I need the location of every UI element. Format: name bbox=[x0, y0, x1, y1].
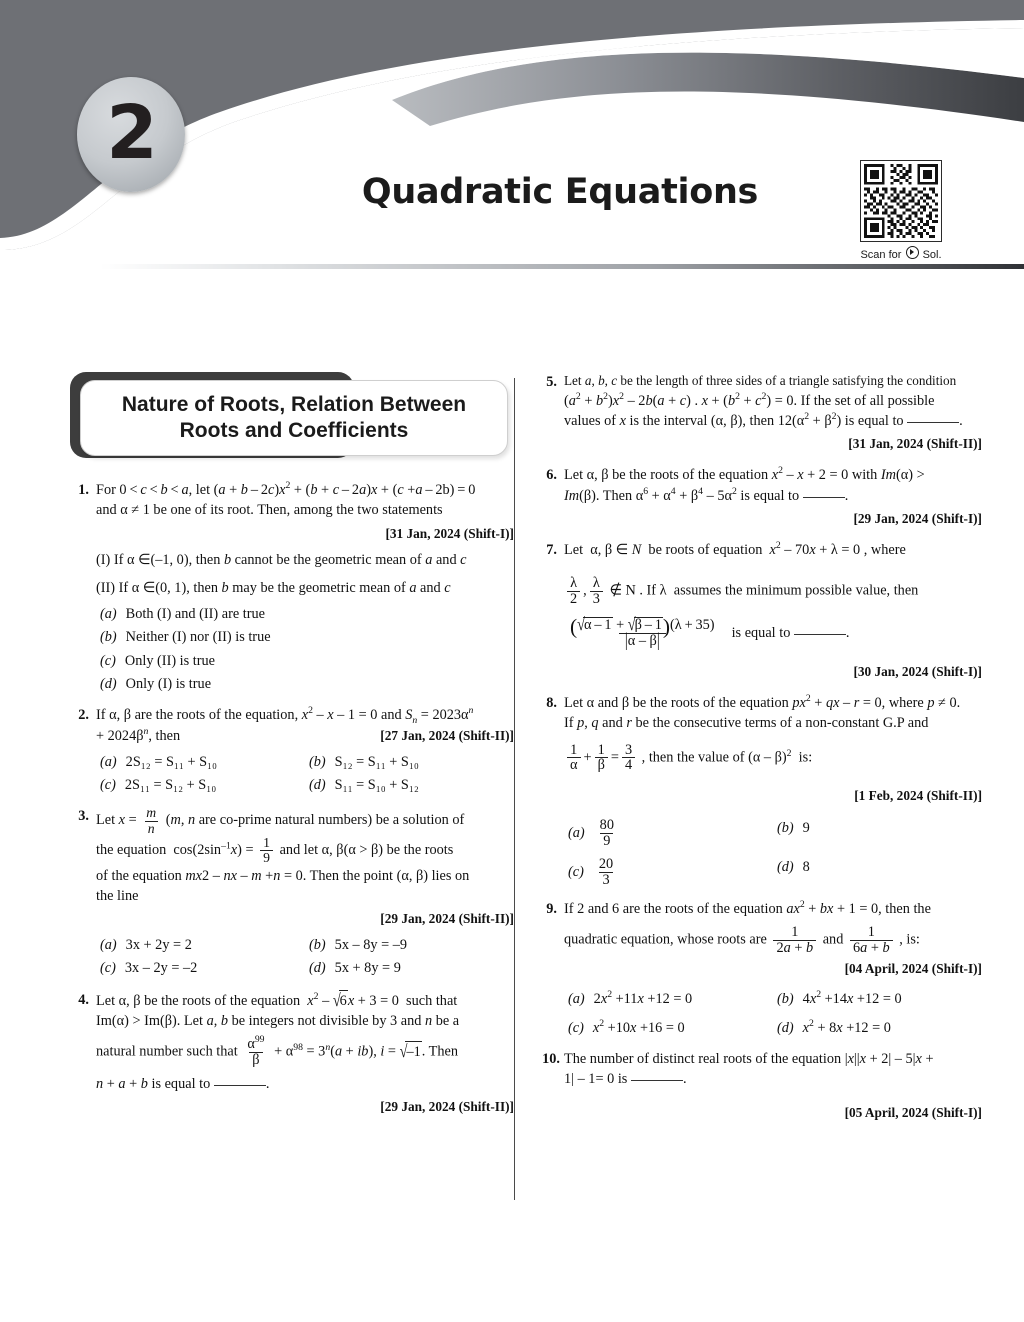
option-label: (b) bbox=[100, 629, 117, 646]
section-heading-line-1: Nature of Roots, Relation Between bbox=[121, 393, 467, 417]
option-text: Neither (I) nor (II) is true bbox=[125, 629, 271, 646]
right-column bbox=[538, 372, 982, 1134]
question-line: Let x = $\frac{m}{n}$ (m, n are co-prime natural numbers) be a solution of bbox=[96, 805, 465, 836]
option-label: (a) bbox=[568, 990, 585, 1007]
exam-source: [31 Jan, 2024 (Shift-II)] bbox=[848, 436, 982, 452]
exam-source: [31 Jan, 2024 (Shift-I)] bbox=[385, 525, 514, 541]
question-number: 10. bbox=[542, 1051, 560, 1068]
page-title: Quadratic Equations bbox=[361, 172, 759, 212]
question-line: natural number such that $\frac{\alpha^{99}}{\beta}$ + $\alpha^{98} = 3^n(a + ib)$, i = √–1. Then bbox=[96, 1034, 459, 1069]
answer-blank[interactable] bbox=[907, 422, 959, 423]
question-line: quadratic equation, whose roots are $\frac{1}{2a + b}$ and $\frac{1}{6a + b}$ , is: bbox=[564, 923, 920, 956]
option-text: $x^2 + 8x +12 = 0$ bbox=[802, 1018, 891, 1036]
question-body bbox=[564, 899, 982, 1038]
answer-blank[interactable] bbox=[803, 497, 845, 498]
section-heading-line-2: Roots and Coefficients bbox=[179, 419, 409, 442]
exam-source: [1 Feb, 2024 (Shift-II)] bbox=[854, 788, 982, 804]
question-body bbox=[564, 693, 982, 888]
option-label: (b) bbox=[309, 937, 326, 954]
options-list bbox=[564, 818, 982, 887]
question-number: 5. bbox=[546, 374, 557, 390]
option-a[interactable] bbox=[96, 935, 305, 955]
column-divider bbox=[514, 378, 515, 1200]
qr-caption bbox=[855, 246, 947, 261]
options-list bbox=[96, 604, 514, 694]
question-10 bbox=[538, 1049, 982, 1122]
option-c[interactable] bbox=[564, 857, 773, 888]
option-row bbox=[96, 775, 514, 795]
option-c[interactable] bbox=[564, 1018, 773, 1038]
question-9 bbox=[538, 899, 982, 1038]
option-label: (b) bbox=[777, 820, 794, 837]
left-column bbox=[70, 372, 514, 1128]
question-line: Let α and β be the roots of the equation $px^2$ + qx – r = 0, where p ≠ 0. bbox=[564, 693, 961, 711]
question-body bbox=[564, 372, 982, 454]
question-line: Let α, β be the roots of the equation $x^2 - x + 2 = 0$ with Im(α) > bbox=[564, 465, 925, 484]
section-heading-box bbox=[80, 380, 508, 456]
option-label: (a) bbox=[100, 606, 117, 623]
statement-I: (I) If α ∈(–1, 0), then b cannot be the geometric mean of a and c bbox=[96, 552, 467, 569]
chapter-number-badge bbox=[77, 77, 185, 192]
exam-source: [04 April, 2024 (Shift-I)] bbox=[844, 960, 982, 976]
option-row bbox=[564, 989, 982, 1009]
option-row bbox=[96, 935, 514, 955]
question-number: 2. bbox=[78, 707, 89, 724]
option-label: (b) bbox=[309, 753, 326, 770]
qr-caption-after: Sol. bbox=[922, 249, 942, 261]
option-c[interactable] bbox=[96, 958, 305, 978]
option-d[interactable] bbox=[96, 674, 514, 694]
question-line: The number of distinct real roots of the equation |x||x + 2| – 5|x + bbox=[564, 1051, 934, 1068]
option-text: Only (I) is true bbox=[125, 675, 212, 692]
option-b[interactable] bbox=[773, 818, 982, 849]
option-text: 5x – 8y = –9 bbox=[334, 937, 408, 954]
option-text: S₁₂ = S₁₁ + S₁₀ bbox=[334, 753, 419, 770]
option-c[interactable] bbox=[96, 775, 305, 795]
option-text: 2S₁₁ = S₁₂ + S₁₀ bbox=[124, 777, 217, 794]
answer-blank[interactable] bbox=[214, 1085, 266, 1086]
qr-code-icon[interactable] bbox=[860, 160, 942, 242]
option-label: (d) bbox=[309, 960, 326, 977]
options-list bbox=[96, 752, 514, 796]
question-line: $(a^2 + b^2)x^2 - 2b(a + c)$ . $x + (b^2 + c^2) = 0$. If the set of all possible bbox=[564, 390, 935, 409]
option-row bbox=[564, 857, 982, 888]
option-text: 2S₁₂ = S₁₁ + S₁₀ bbox=[125, 753, 218, 770]
question-3 bbox=[70, 806, 514, 978]
option-a[interactable] bbox=[564, 818, 773, 849]
page-header-banner bbox=[0, 0, 1024, 272]
option-text: $\frac{80}{9}$ bbox=[599, 817, 614, 850]
option-text: 8 bbox=[802, 858, 810, 875]
option-label: (c) bbox=[568, 863, 584, 880]
exam-source: [27 Jan, 2024 (Shift-II)] bbox=[380, 727, 514, 743]
options-list bbox=[96, 935, 514, 979]
option-row bbox=[96, 958, 514, 978]
option-label: (a) bbox=[568, 824, 585, 841]
option-b[interactable] bbox=[773, 989, 982, 1009]
question-body bbox=[564, 465, 982, 528]
option-label: (d) bbox=[777, 1019, 794, 1036]
question-2 bbox=[70, 705, 514, 795]
option-text: S₁₁ = S₁₀ + S₁₂ bbox=[334, 777, 419, 794]
exam-source: [29 Jan, 2024 (Shift-II)] bbox=[380, 911, 514, 927]
exam-source: [05 April, 2024 (Shift-I)] bbox=[844, 1104, 982, 1120]
exam-source: [30 Jan, 2024 (Shift-I)] bbox=[853, 664, 982, 680]
question-line: For 0 < c < b < a, let $(a + b - 2c)x^2 + (b + c - 2a)x + (c +a - 2b) = 0$ bbox=[96, 480, 476, 498]
option-d[interactable] bbox=[305, 775, 514, 795]
option-label: (d) bbox=[309, 777, 326, 794]
question-4 bbox=[70, 990, 514, 1117]
option-text: 5x + 8y = 9 bbox=[334, 960, 401, 977]
question-line: Let α, β ∈ N be roots of equation $x^2 - 70x + \lambda = 0$ , where bbox=[564, 539, 906, 558]
play-icon bbox=[906, 246, 919, 259]
option-row bbox=[564, 818, 982, 849]
option-d[interactable] bbox=[773, 1018, 982, 1038]
option-row bbox=[96, 752, 514, 772]
question-body bbox=[96, 990, 514, 1117]
qr-caption-before: Scan for bbox=[860, 249, 902, 261]
option-text: Only (II) is true bbox=[124, 652, 215, 669]
section-heading bbox=[70, 372, 510, 464]
option-c[interactable] bbox=[96, 651, 514, 671]
question-line: the equation $\cos(2\sin^{-1}x)$ = $\frac{1}{9}$ and let α, β(α > β) be the roots bbox=[96, 835, 454, 866]
question-line: and α ≠ 1 be one of its root. Then, among the two statements bbox=[96, 502, 443, 519]
option-label: (d) bbox=[100, 675, 117, 692]
question-5 bbox=[538, 372, 982, 454]
question-body bbox=[564, 540, 982, 682]
question-line: Let a, b, c be the length of three sides of a triangle satisfying the condition bbox=[564, 373, 957, 388]
option-a[interactable] bbox=[564, 989, 773, 1009]
option-d[interactable] bbox=[305, 958, 514, 978]
question-body bbox=[96, 480, 514, 694]
question-number: 7. bbox=[546, 541, 557, 558]
option-text: $\frac{20}{3}$ bbox=[598, 855, 614, 888]
answer-blank[interactable] bbox=[631, 1080, 683, 1081]
question-line: If p, q and r be the consecutive terms of a non-constant G.P and bbox=[564, 715, 929, 732]
exam-source: [29 Jan, 2024 (Shift-II)] bbox=[380, 1099, 514, 1115]
question-line: $\frac{1}{\alpha}$ + $\frac{1}{\beta}$ = $\frac{3}{4}$ , then the value of (α – β)$^2$ is: bbox=[564, 743, 982, 774]
question-line: Im(β). Then $\alpha^6 + \alpha^4 + \beta^4 - 5\alpha^2$ is equal to . bbox=[564, 485, 849, 504]
chapter-number: 2 bbox=[106, 89, 156, 176]
question-line: of the equation mx2 – nx – m +n = 0. Then the point (α, β) lies on bbox=[96, 867, 470, 884]
question-line: If 2 and 6 are the roots of the equation $ax^2$ + bx + 1 = 0, then the bbox=[564, 898, 931, 917]
question-line: the line bbox=[96, 887, 139, 904]
question-line: 1| – 1= 0 is . bbox=[564, 1071, 687, 1088]
exam-source: [29 Jan, 2024 (Shift-I)] bbox=[853, 510, 982, 526]
question-6 bbox=[538, 465, 982, 528]
option-b[interactable] bbox=[305, 935, 514, 955]
option-a[interactable] bbox=[96, 604, 514, 624]
question-line: Let α, β be the roots of the equation $x^2 - √6x + 3 = 0$ such that bbox=[96, 990, 458, 1011]
option-d[interactable] bbox=[773, 857, 982, 888]
question-line: n + a + b is equal to . bbox=[96, 1075, 270, 1092]
question-line: Im(α) > Im(β). Let a, b be integers not divisible by 3 and n be a bbox=[96, 1012, 460, 1029]
question-number: 8. bbox=[546, 695, 557, 711]
question-line: $\frac{(√\alpha - 1 + √\beta - 1)(\lambda + 35)}{|\alpha - \beta|}$ is equal to . bbox=[570, 614, 850, 652]
option-b[interactable] bbox=[305, 752, 514, 772]
question-line: values of x is the interval (α, β), then $12(\alpha^2 + \beta^2)$ is equal to . bbox=[564, 411, 963, 430]
question-number: 4. bbox=[78, 991, 89, 1008]
option-text: $4x^2 +14x +12 = 0$ bbox=[802, 988, 902, 1007]
option-text: 9 bbox=[802, 820, 810, 837]
question-1 bbox=[70, 480, 514, 694]
option-label: (d) bbox=[777, 858, 794, 875]
option-a[interactable] bbox=[96, 752, 305, 772]
question-body bbox=[564, 1049, 982, 1122]
question-line: If α, β are the roots of the equation, $x^2 - x - 1 = 0$ and $S_n = 2023\alpha^n$ bbox=[96, 705, 474, 727]
option-label: (b) bbox=[777, 990, 794, 1007]
answer-blank[interactable] bbox=[794, 634, 846, 635]
question-7 bbox=[538, 540, 982, 682]
option-text: Both (I) and (II) are true bbox=[125, 606, 265, 623]
option-label: (a) bbox=[100, 753, 117, 770]
qr-code-block[interactable] bbox=[855, 160, 947, 261]
question-number: 3. bbox=[78, 808, 89, 825]
option-b[interactable] bbox=[96, 627, 514, 647]
option-label: (c) bbox=[100, 960, 116, 977]
question-number: 9. bbox=[546, 900, 557, 917]
question-body bbox=[96, 705, 514, 795]
question-number: 6. bbox=[546, 467, 557, 484]
option-row bbox=[564, 1018, 982, 1038]
option-text: $x^2 +10x +16 = 0$ bbox=[592, 1018, 685, 1036]
question-line: + $2024\beta^n$, then [27 Jan, 2024 (Shift-II)] bbox=[96, 725, 514, 744]
option-text: 3x + 2y = 2 bbox=[125, 937, 192, 954]
options-list bbox=[564, 989, 982, 1039]
option-label: (c) bbox=[100, 652, 116, 669]
option-text: 3x – 2y = –2 bbox=[124, 960, 198, 977]
option-label: (c) bbox=[100, 777, 116, 794]
question-body bbox=[96, 806, 514, 978]
question-number: 1. bbox=[78, 482, 89, 498]
option-label: (a) bbox=[100, 937, 117, 954]
statement-II: (II) If α ∈(0, 1), then b may be the geometric mean of a and c bbox=[96, 579, 451, 596]
question-8 bbox=[538, 693, 982, 888]
option-text: $2x^2 +11x +12 = 0$ bbox=[593, 988, 693, 1007]
question-line: $\frac{\lambda}{2}$ , $\frac{\lambda}{3}$ ∉ N . If λ assumes the minimum possible value, then bbox=[564, 576, 982, 607]
option-label: (c) bbox=[568, 1019, 584, 1036]
